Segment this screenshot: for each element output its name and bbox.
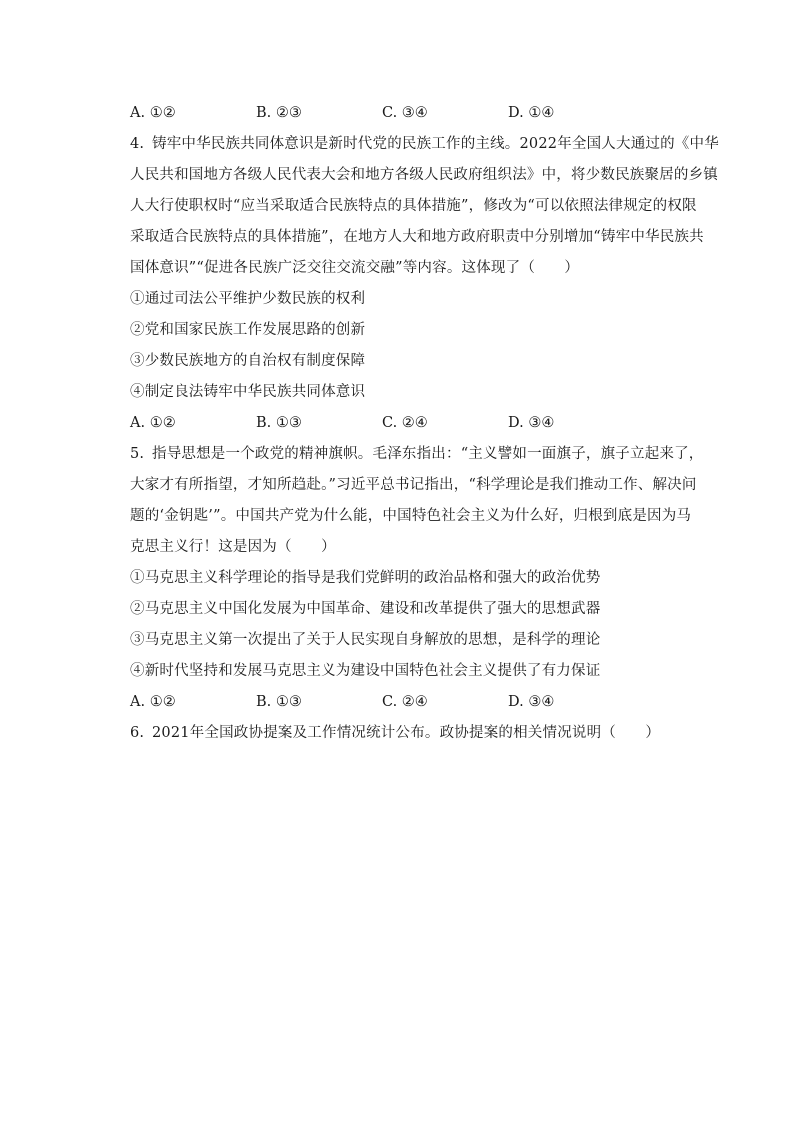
q3-option-c[interactable]: C. ③④ — [382, 105, 428, 121]
question-6 — [130, 718, 690, 749]
q4-line-4: 采取适合民族特点的具体措施”，在地方人大和地方政府职责中分别增加“铸牢中华民族共 — [130, 229, 704, 245]
q4-statement-2: ②党和国家民族工作发展思路的创新 — [130, 322, 366, 338]
q4-statement-1: ①通过司法公平维护少数民族的权利 — [130, 291, 366, 307]
q4-line-1: 4. 铸牢中华民族共同体意识是新时代党的民族工作的主线。2022年全国人大通过的《中华 — [130, 129, 690, 160]
q5-options — [130, 687, 690, 718]
q5-number: 5. — [130, 446, 145, 462]
q5-line-2: 大家才有所指望，才知所趋赴。”习近平总书记指出，“科学理论是我们推动工作、解决问 — [130, 477, 697, 493]
q4-options — [130, 408, 690, 439]
q5-statement-4: ④新时代坚持和发展马克思主义为建设中国特色社会主义提供了有力保证 — [130, 663, 601, 679]
q3-options — [130, 98, 690, 129]
q4-option-b[interactable]: B. ①③ — [256, 415, 302, 431]
q3-option-d[interactable]: D. ①④ — [508, 105, 555, 121]
question-5 — [130, 439, 704, 718]
q6-number: 6. — [130, 725, 145, 741]
q5-option-d[interactable]: D. ③④ — [508, 694, 555, 710]
q5-line-1: 5. 指导思想是一个政党的精神旗帜。毛泽东指出：“主义譬如一面旗子，旗子立起来了， — [130, 439, 690, 470]
q4-statement-3: ③少数民族地方的自治权有制度保障 — [130, 353, 366, 369]
q5-option-c[interactable]: C. ②④ — [382, 694, 428, 710]
q5-option-b[interactable]: B. ①③ — [256, 694, 302, 710]
q6-line-1: 6. 2021年全国政协提案及工作情况统计公布。政协提案的相关情况说明（ ） — [130, 718, 690, 749]
document-page — [130, 98, 719, 749]
question-4 — [130, 129, 719, 439]
q5-option-a[interactable]: A. ①② — [130, 694, 176, 710]
q4-option-d[interactable]: D. ③④ — [508, 415, 555, 431]
q5-statement-2: ②马克思主义中国化发展为中国革命、建设和改革提供了强大的思想武器 — [130, 601, 601, 617]
q5-line-3: 题的‘金钥匙’”。中国共产党为什么能，中国特色社会主义为什么好，归根到底是因为马 — [130, 508, 692, 524]
q3-option-b[interactable]: B. ②③ — [256, 105, 302, 121]
q4-line-3: 人大行使职权时“应当采取适合民族特点的具体措施”，修改为“可以依照法律规定的权限 — [130, 198, 697, 214]
q3-option-a[interactable]: A. ①② — [130, 105, 176, 121]
q5-statement-1: ①马克思主义科学理论的指导是我们党鲜明的政治品格和强大的政治优势 — [130, 570, 601, 586]
q4-line-2: 人民共和国地方各级人民代表大会和地方各级人民政府组织法》中，将少数民族聚居的乡镇 — [130, 167, 718, 183]
q4-number: 4. — [130, 136, 145, 152]
q4-line-5: 国体意识”“促进各民族广泛交往交流交融”等内容。这体现了（ ） — [130, 260, 580, 276]
q4-option-c[interactable]: C. ②④ — [382, 415, 428, 431]
q5-line-4: 克思主义行！这是因为（ ） — [130, 539, 336, 555]
q4-statement-4: ④制定良法铸牢中华民族共同体意识 — [130, 384, 366, 400]
q5-statement-3: ③马克思主义第一次提出了关于人民实现自身解放的思想，是科学的理论 — [130, 632, 601, 648]
q4-option-a[interactable]: A. ①② — [130, 415, 176, 431]
